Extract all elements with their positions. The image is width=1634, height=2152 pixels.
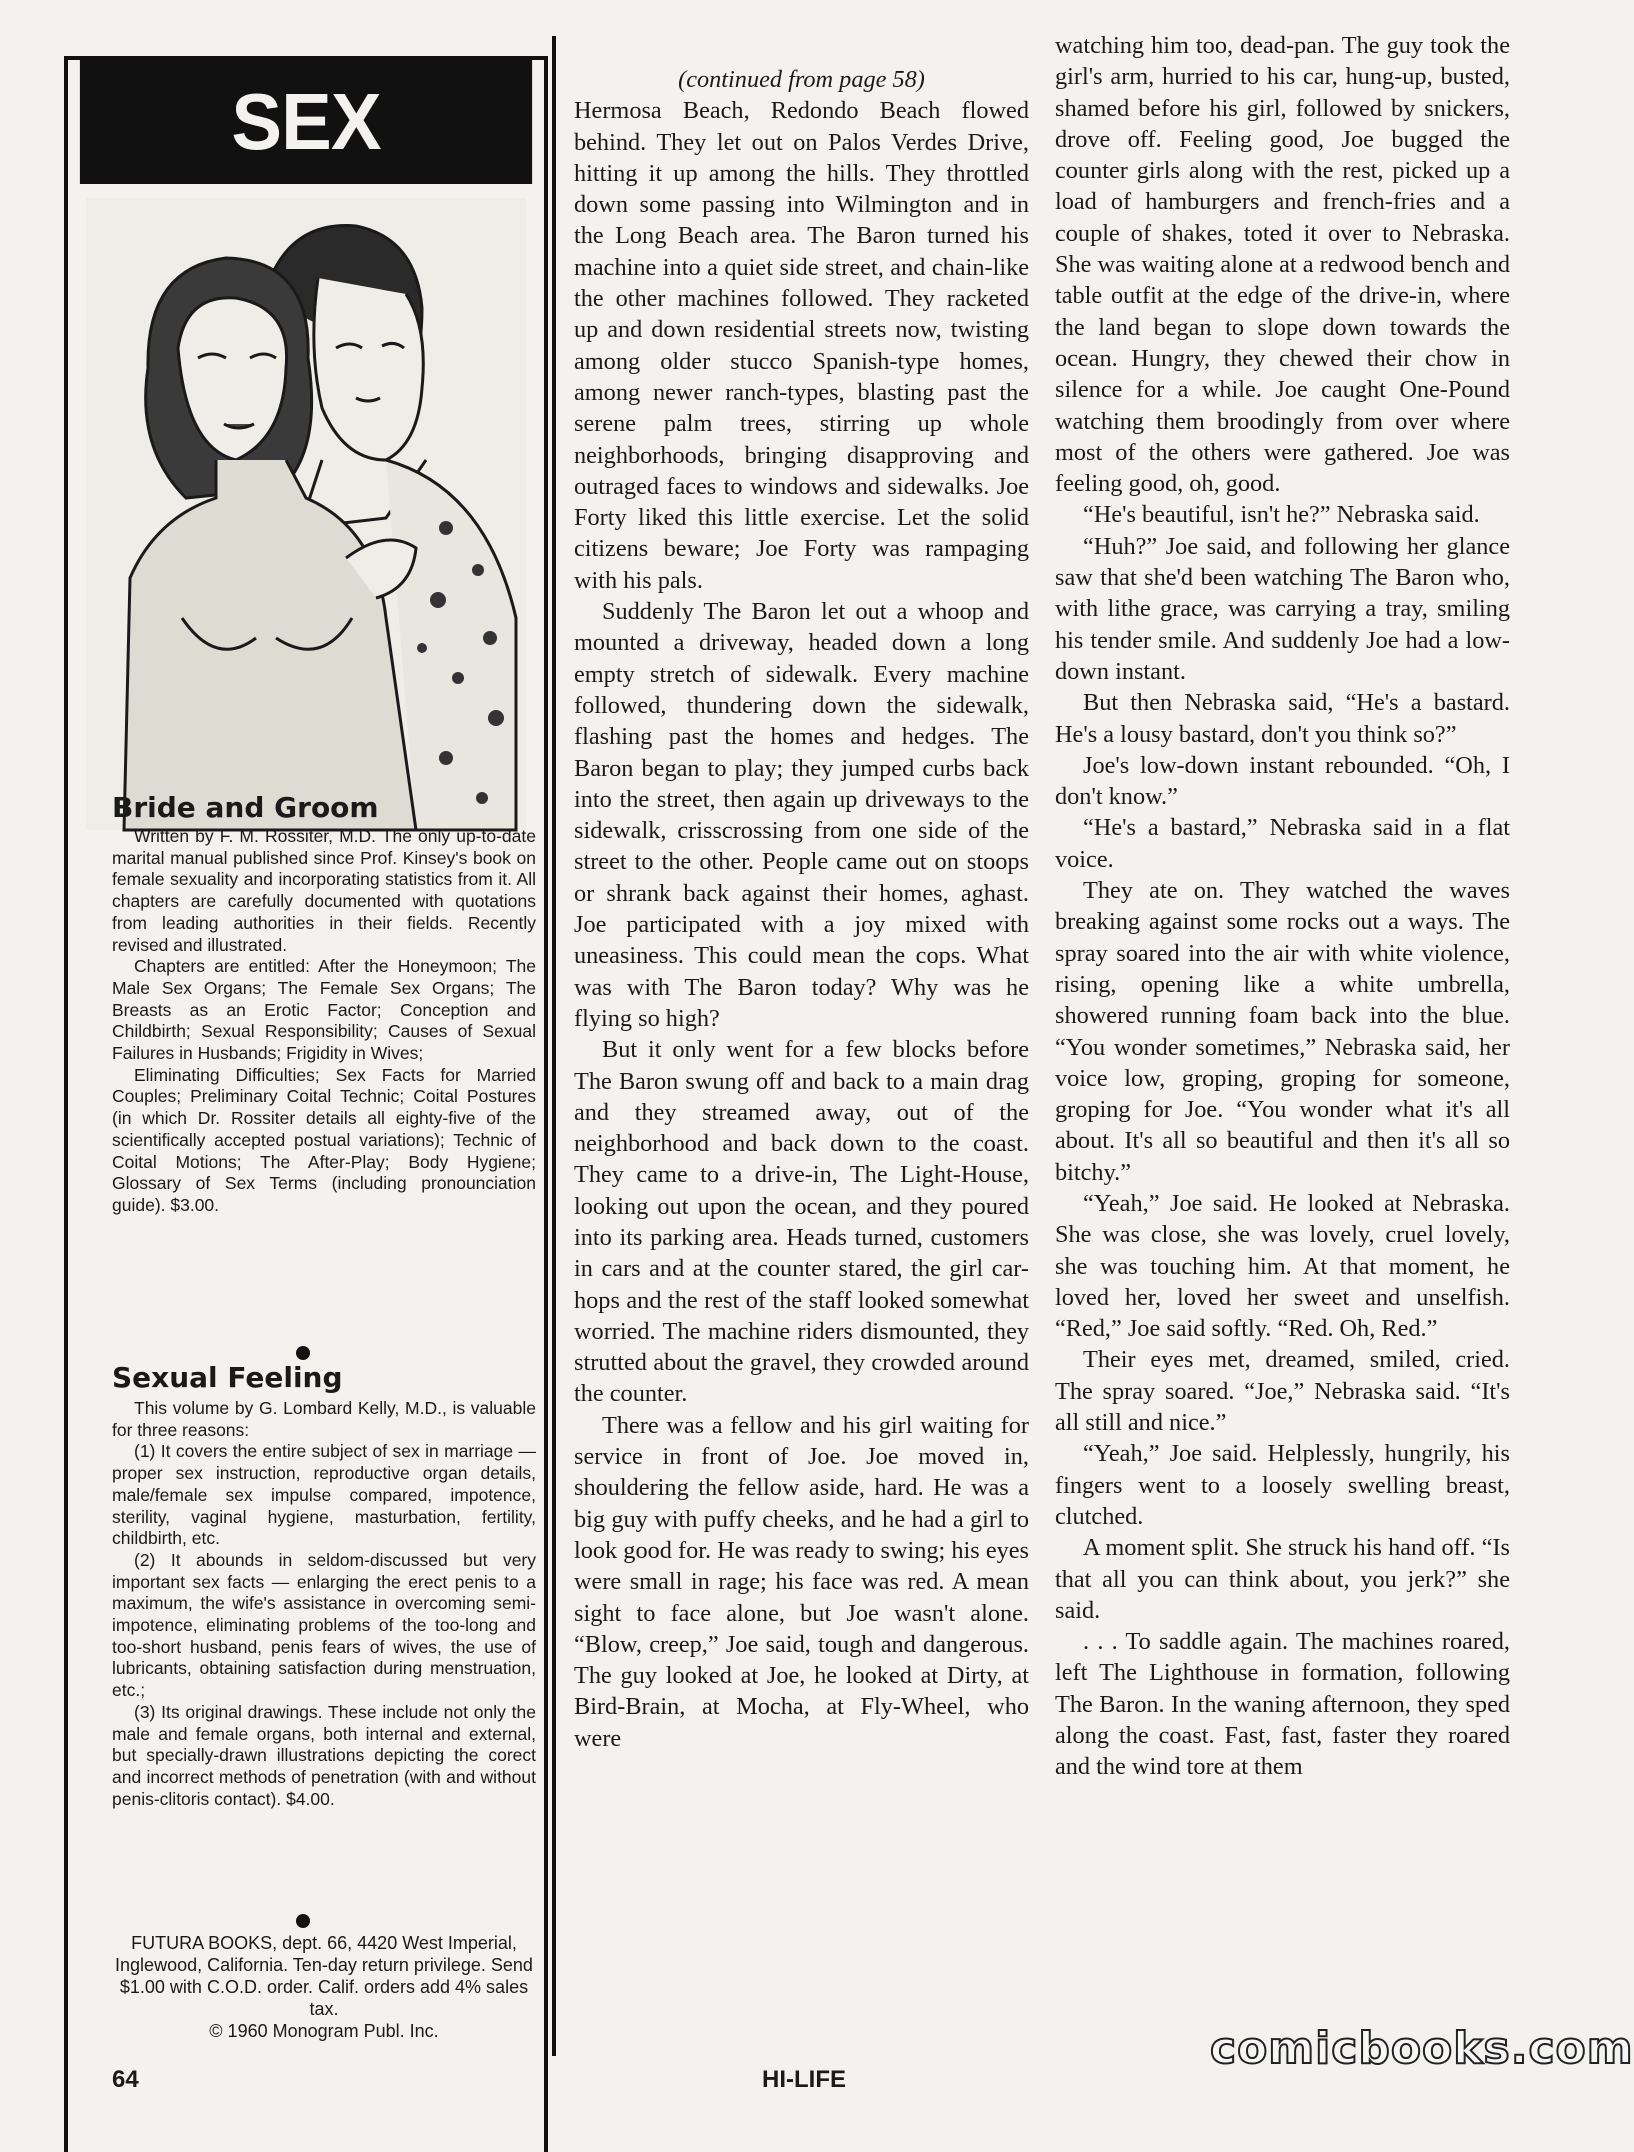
book2-paragraph: (3) Its original drawings. These include not only the male and female organs, both internal and external, but specially-drawn illustrations depicting the corect and incorrect methods of penetration (with and without penis-clitoris contact). $4.00.: [112, 1701, 536, 1809]
bullet-divider: [296, 1346, 310, 1360]
story-paragraph: Suddenly The Baron let out a whoop and mounted a driveway, headed down a long empty stretch of sidewalk. Every machine followed, thundering down the sidewalk, flashing past the homes and hedges. The Baron began to play; they jumped curbs back into the street, then again up driveways to the sidewalk, crisscrossing from one side of the street to the other. People came out on stoops or shrank back against their homes, aghast. Joe participated with a joy mixed with uneasiness. This could mean the cops. What was with The Baron today? Why was he flying so high?: [574, 598, 1029, 1032]
order-information: [112, 1932, 536, 2042]
book-title-bride-and-groom: Bride and Groom: [112, 791, 379, 824]
book2-paragraph: (2) It abounds in seldom-discussed but very important sex facts — enlarging the erect penis to a maximum, the wife's assistance in overcoming semi-impotence, eliminating problems of the too-long and too-short husband, penis fears of wives, the use of lubricants, obtaining satisfaction during menstruation, etc.;: [112, 1549, 536, 1701]
couple-illustration: [86, 198, 526, 830]
story-paragraph: Hermosa Beach, Redondo Beach flowed behind. They let out on Palos Verdes Drive, hitting it up among the hills. They throttled down some passing into Wilmington and in the Long Beach area. The Baron turned his machine into a quiet side street, and chain-like the other machines followed. They racketed up and down residential streets now, twisting among older stucco Spanish-type homes, among newer ranch-types, blasting past the serene palm trees, stirring up whole neighborhoods, bringing disapproving and outraged faces to windows and sidewalks. Joe Forty liked this little exercise. Let the solid citizens beware; Joe Forty was rampaging with his pals.: [574, 97, 1029, 594]
story-paragraph: But then Nebraska said, “He's a bastard. He's a lousy bastard, don't you think so?”: [1055, 689, 1510, 748]
story-paragraph: There was a fellow and his girl waiting for service in front of Joe. Joe moved in, shouldering the fellow aside, hard. He was a big guy with puffy cheeks, and he had a girl to look good for. He was ready to swing; his eyes were small in rage; his face was red. A mean sight to face alone, but Joe wasn't alone. “Blow, creep,” Joe said, tough and dangerous. The guy looked at Joe, he looked at Dirty, at Bird-Brain, at Mocha, at Fly-Wheel, who were: [574, 1411, 1029, 1752]
ad-banner-title: SEX: [80, 60, 532, 184]
book2-paragraph: (1) It covers the entire subject of sex in marriage — proper sex instruction, reproductive organ details, male/female sex impulse compared, impotence, sterility, vaginal hygiene, masturbation, fertility, childbirth, etc.: [112, 1441, 536, 1549]
magazine-title: HI-LIFE: [762, 2066, 846, 2093]
copyright-notice: © 1960 Monogram Publ. Inc.: [209, 2021, 439, 2041]
story-paragraph: “Yeah,” Joe said. He looked at Nebraska. She was close, she was lovely, cruel lovely, she was touching him. At that moment, he loved her, loved her sweet and unselfish. “Red,” Joe said softly. “Red. Oh, Red.”: [1055, 1189, 1510, 1343]
column-divider-rule: [552, 36, 556, 2056]
story-paragraph: “Huh?” Joe said, and following her glance saw that she'd been watching The Baron who, with lithe grace, was carrying a tray, smiling his tender smile. And suddenly Joe had a low-down instant.: [1055, 532, 1510, 685]
bride-and-groom-description: [112, 826, 536, 1217]
continued-from-note: (continued from page 58): [678, 66, 925, 93]
story-paragraph: watching him too, dead-pan. The guy took the girl's arm, hurried to his car, hung-up, busted, shamed before his girl, followed by snickers, drove off. Feeling good, Joe bugged the counter girls along with the rest, picked up a load of hamburgers and french-fries and a couple of shakes, toted it over to Nebraska. She was waiting alone at a redwood bench and table outfit at the edge of the drive-in, where the land began to slope down towards the ocean. Hungry, they chewed their chow in silence for a while. Joe caught One-Pound watching them broodingly from over where most of the others were gathered. Joe was feeling good, oh, good.: [1055, 32, 1510, 498]
book1-paragraph: Eliminating Difficulties; Sex Facts for Married Couples; Preliminary Coital Technic; Coital Postures (in which Dr. Rossiter details all eighty-five of the scientifically accepted postual variations); Technic of Coital Motions; The After-Play; Body Hygiene; Glossary of Sex Terms (including pronounciation guide). $3.00.: [112, 1064, 536, 1215]
story-paragraph: . . . To saddle again. The machines roared, left The Lighthouse in formation, following The Baron. In the waning afternoon, they sped along the coast. Fast, fast, faster they roared and the wind tore at them: [1055, 1628, 1510, 1781]
bullet-divider: [296, 1914, 310, 1928]
book-title-sexual-feeling: Sexual Feeling: [112, 1361, 343, 1394]
sexual-feeling-description: [112, 1398, 536, 1810]
story-paragraph: “He's a bastard,” Nebraska said in a flat voice.: [1055, 814, 1510, 873]
story-paragraph: Joe's low-down instant rebounded. “Oh, I don't know.”: [1055, 751, 1510, 811]
story-paragraph: “He's beautiful, isn't he?” Nebraska said.: [1083, 501, 1480, 529]
story-column-middle: [574, 64, 1029, 1754]
story-paragraph: But it only went for a few blocks before The Baron swung off and back to a main drag and they streamed away, out of the neighborhood and back down to the coast. They came to a drive-in, The Light-House, looking out upon the ocean, and they poured into its parking area. Heads turned, customers in cars and at the counter stared, the girl car-hops and the rest of the staff looked somewhat worried. The machine riders dismounted, they strutted about the gravel, they crowded around the counter.: [574, 1036, 1029, 1408]
watermark-logo: comicbooks.com: [1210, 2023, 1634, 2074]
book1-paragraph: Chapters are entitled: After the Honeymoon; The Male Sex Organs; The Female Sex Organs; The Breasts as an Erotic Factor; Conception and Childbirth; Sexual Responsibility; Causes of Sexual Failures in Husbands; Frigidity in Wives;: [112, 956, 536, 1064]
story-column-right: [1055, 30, 1510, 1783]
book2-paragraph: This volume by G. Lombard Kelly, M.D., is valuable for three reasons:: [112, 1398, 536, 1440]
sex-guides-ad: [64, 56, 548, 2152]
story-paragraph: Their eyes met, dreamed, smiled, cried. The spray soared. “Joe,” Nebraska said. “It's all still and nice.”: [1055, 1346, 1510, 1437]
story-paragraph: A moment split. She struck his hand off. “Is that all you can think about, you jerk?” she said.: [1055, 1534, 1510, 1624]
book1-paragraph: Written by F. M. Rossiter, M.D. The only up-to-date marital manual published since Prof. Kinsey's book on female sexuality and incorporating statistics from it. All chapters are carefully documented with quotations from leading authorities in their fields. Recently revised and illustrated.: [112, 826, 536, 955]
story-paragraph: They ate on. They watched the waves breaking against some rocks out a ways. The spray soared into the air with white violence, rising, opening like a white umbrella, showered running foam back into the blue. “You wonder sometimes,” Nebraska said, her voice low, groping, groping for someone, groping for Joe. “You wonder what it's all about. It's all so beautiful and then it's all so bitchy.”: [1055, 877, 1510, 1186]
page-number: 64: [112, 2066, 139, 2093]
story-paragraph: “Yeah,” Joe said. Helplessly, hungrily, his fingers went to a loosely swelling breast, clutched.: [1055, 1440, 1510, 1530]
order-address: FUTURA BOOKS, dept. 66, 4420 West Imperial, Inglewood, California. Ten-day return privilege. Send $1.00 with C.O.D. order. Calif. orders add 4% sales tax.: [115, 1933, 533, 2019]
